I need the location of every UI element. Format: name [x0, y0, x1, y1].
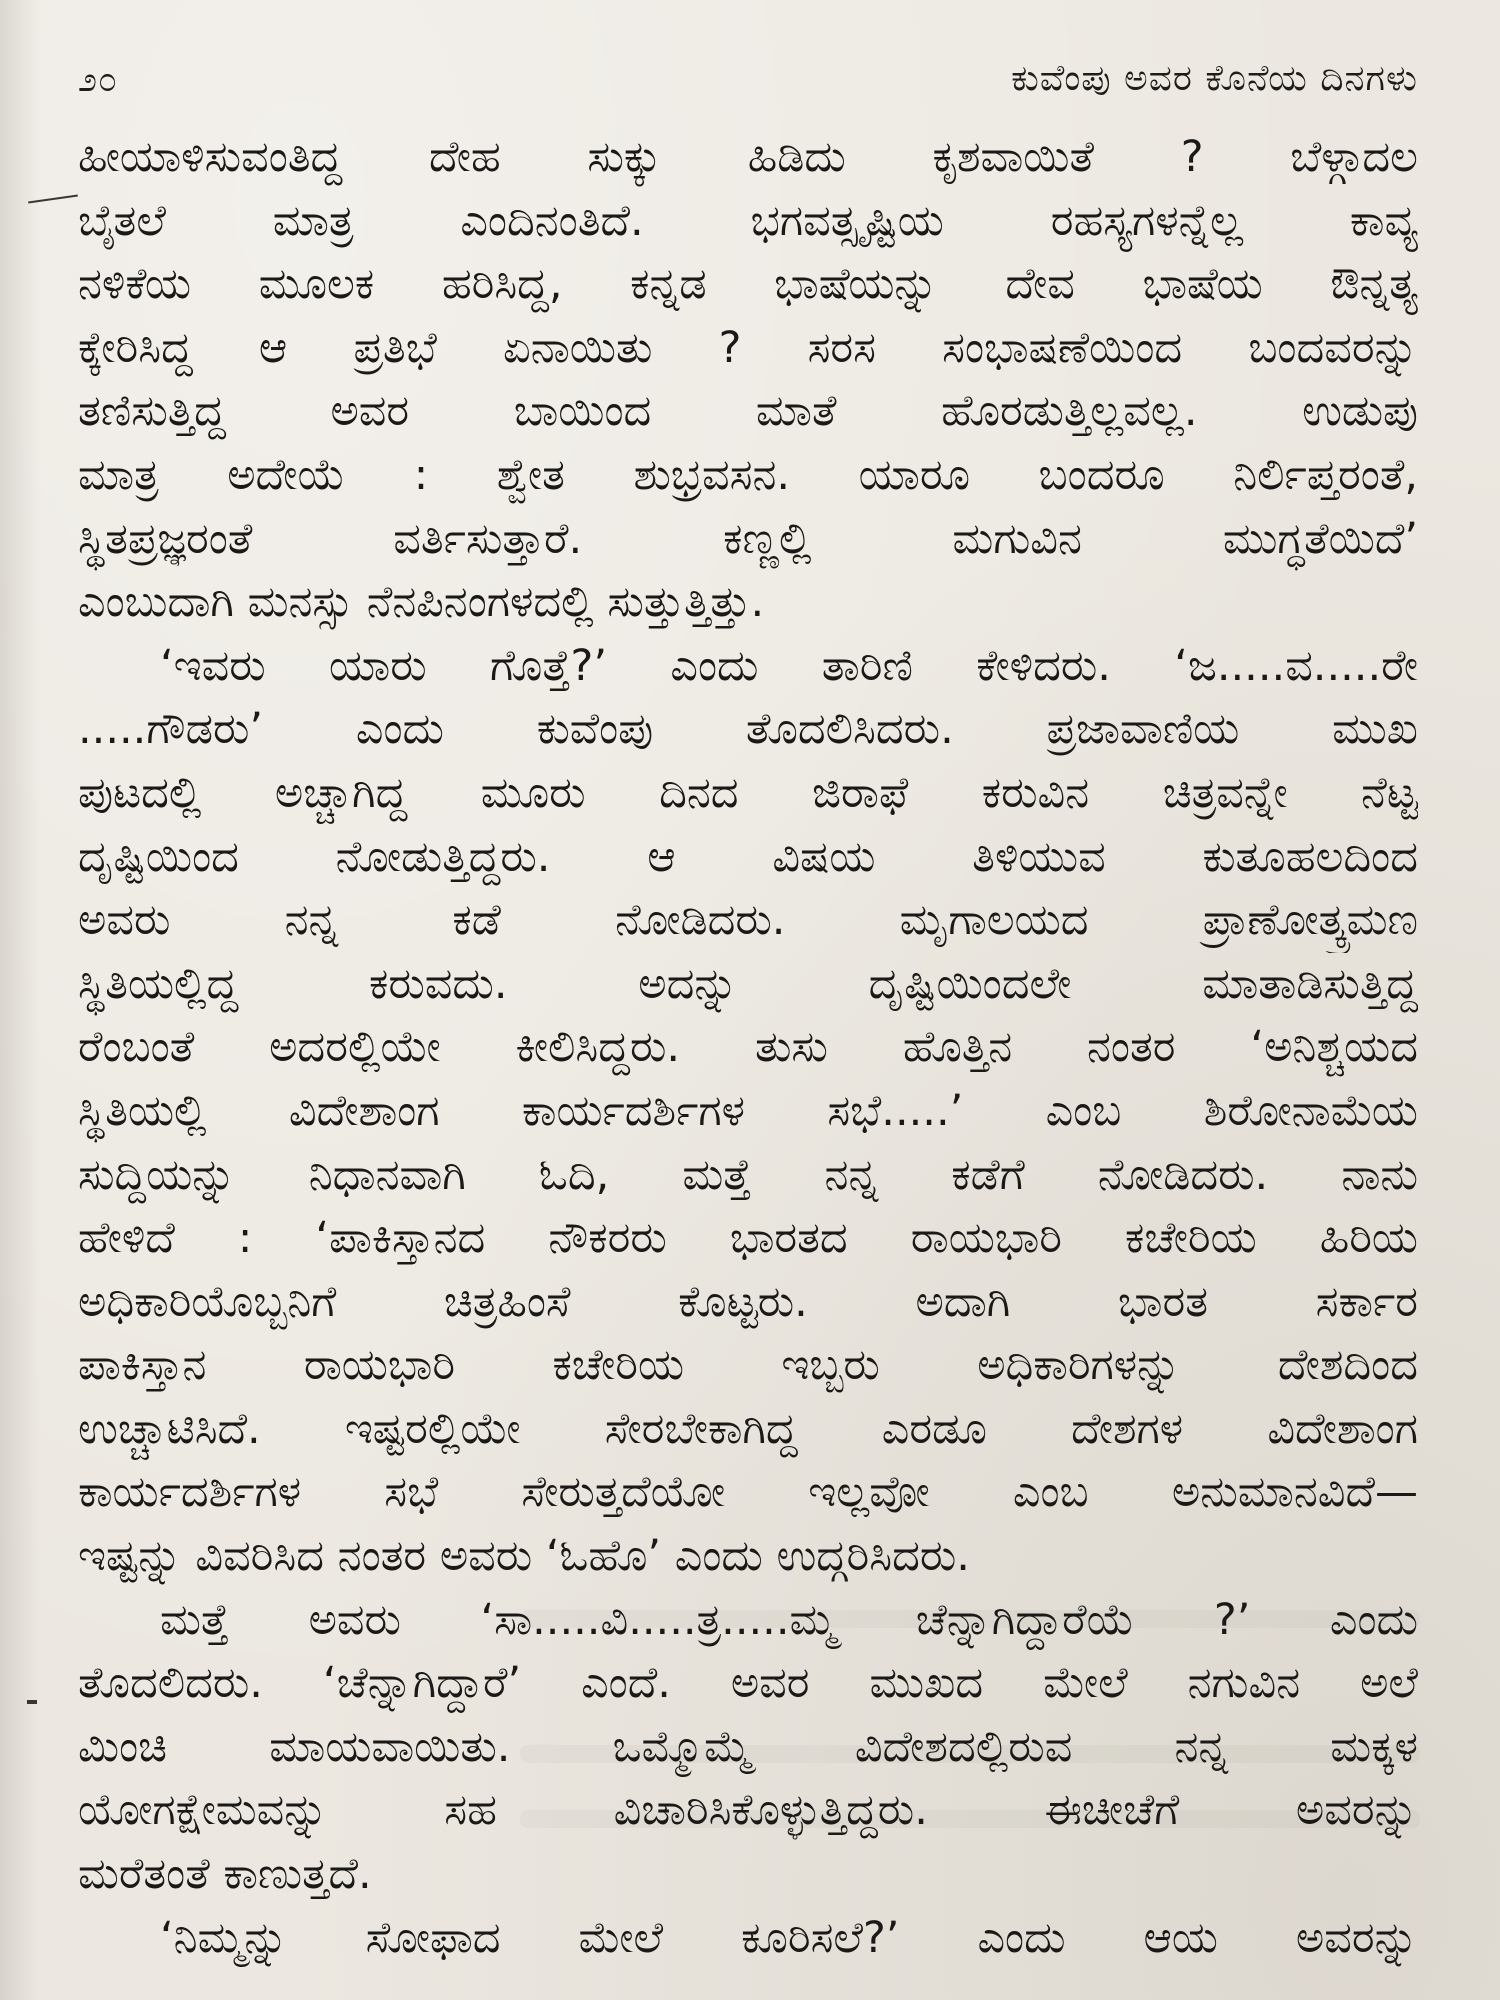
text-line: ತಣಿಸುತ್ತಿದ್ದ ಅವರ ಬಾಯಿಂದ ಮಾತೆ ಹೊರಡುತ್ತಿಲ್ಲವಲ್ಲ. ಉಡುಪು — [78, 386, 1418, 437]
paragraph-end-line: ಎಂಬುದಾಗಿ ಮನಸ್ಸು ನೆನಪಿನಂಗಳದಲ್ಲಿ ಸುತ್ತುತ್ತಿತ್ತು. — [78, 577, 765, 628]
text-line: ಅವರು ನನ್ನ ಕಡೆ ನೋಡಿದರು. ಮೃಗಾಲಯದ ಪ್ರಾಣೋತ್ಕ್ರಮಣ — [78, 895, 1418, 946]
text-line: ಕ್ಕೇರಿಸಿದ್ದ ಆ ಪ್ರತಿಭೆ ಏನಾಯಿತು ? ಸರಸ ಸಂಭಾಷಣೆಯಿಂದ ಬಂದವರನ್ನು — [78, 322, 1418, 373]
text-line: ಹೀಯಾಳಿಸುವಂತಿದ್ದ ದೇಹ ಸುಕ್ಕು ಹಿಡಿದು ಕೃಶವಾಯಿತೆ ? ಬೆಳ್ಗಾದಲ — [78, 132, 1418, 182]
margin-dot-mark — [27, 1700, 37, 1704]
running-title: ಕುವೆಂಪು ಅವರ ಕೊನೆಯ ದಿನಗಳು — [1011, 58, 1418, 99]
text-line: ಮಾತ್ರ ಅದೇಯೆ : ಶ್ವೇತ ಶುಭ್ರವಸನ. ಯಾರೂ ಬಂದರೂ ನಿರ್ಲಿಪ್ತರಂತೆ, — [78, 449, 1418, 500]
text-line: ಸ್ಥಿತಿಯಲ್ಲಿದ್ದ ಕರುವದು. ಅದನ್ನು ದೃಷ್ಟಿಯಿಂದಲೇ ಮಾತಾಡಿಸುತ್ತಿದ್ದ — [78, 958, 1418, 1009]
text-line: ಸ್ಥಿತಪ್ರಜ್ಞರಂತೆ ವರ್ತಿಸುತ್ತಾರೆ. ಕಣ್ಣಲ್ಲಿ ಮಗುವಿನ ಮುಗ್ಧತೆಯಿದೆ’ — [78, 513, 1418, 564]
paragraph-end-line: ಇಷ್ಟನ್ನು ವಿವರಿಸಿದ ನಂತರ ಅವರು ‘ಓಹೊ’ ಎಂದು ಉದ್ಗರಿಸಿದರು. — [78, 1531, 970, 1582]
text-line: ದೃಷ್ಟಿಯಿಂದ ನೋಡುತ್ತಿದ್ದರು. ಆ ವಿಷಯ ತಿಳಿಯುವ ಕುತೂಹಲದಿಂದ — [78, 831, 1418, 882]
text-line: ಸುದ್ದಿಯನ್ನು ನಿಧಾನವಾಗಿ ಓದಿ, ಮತ್ತೆ ನನ್ನ ಕಡೆಗೆ ನೋಡಿದರು. ನಾನು — [78, 1149, 1418, 1200]
text-line: ಕಾರ್ಯದರ್ಶಿಗಳ ಸಭೆ ಸೇರುತ್ತದೆಯೋ ಇಲ್ಲವೋ ಎಂಬ ಅನುಮಾನವಿದೆ— — [78, 1467, 1418, 1518]
text-line: ಉಚ್ಚಾಟಿಸಿದೆ. ಇಷ್ಟರಲ್ಲಿಯೇ ಸೇರಬೇಕಾಗಿದ್ದ ಎರಡೂ ದೇಶಗಳ ವಿದೇಶಾಂಗ — [78, 1403, 1418, 1454]
body-text — [78, 126, 1418, 1970]
text-line: ತೊದಲಿದರು. ‘ಚೆನ್ನಾಗಿದ್ದಾರೆ’ ಎಂದೆ. ಅವರ ಮುಖದ ಮೇಲೆ ನಗುವಿನ ಅಲೆ — [78, 1658, 1418, 1709]
page-number: ೨೦ — [78, 60, 119, 100]
text-line: ಪುಟದಲ್ಲಿ ಅಚ್ಚಾಗಿದ್ದ ಮೂರು ದಿನದ ಜಿರಾಫೆ ಕರುವಿನ ಚಿತ್ರವನ್ನೇ ನೆಟ್ಟ — [78, 767, 1418, 818]
text-line: ಮಿಂಚಿ ಮಾಯವಾಯಿತು. ಒಮ್ಮೊಮ್ಮೆ ವಿದೇಶದಲ್ಲಿರುವ ನನ್ನ ಮಕ್ಕಳ — [78, 1721, 1418, 1772]
text-line: ಅಧಿಕಾರಿಯೊಬ್ಬನಿಗೆ ಚಿತ್ರಹಿಂಸೆ ಕೊಟ್ಟರು. ಅದಾಗಿ ಭಾರತ ಸರ್ಕಾರ — [78, 1276, 1418, 1327]
text-line: ಪಾಕಿಸ್ತಾನ ರಾಯಭಾರಿ ಕಚೇರಿಯ ಇಬ್ಬರು ಅಧಿಕಾರಿಗಳನ್ನು ದೇಶದಿಂದ — [78, 1340, 1418, 1391]
paragraph-start-line: ‘ಇವರು ಯಾರು ಗೊತ್ತೆ?’ ಎಂದು ತಾರಿಣಿ ಕೇಳಿದರು. ‘ಜ.....ವ.....ರೇ — [160, 640, 1418, 691]
text-line: ಬೈತಲೆ ಮಾತ್ರ ಎಂದಿನಂತಿದೆ. ಭಗವತ್ಸೃಷ್ಟಿಯ ರಹಸ್ಯಗಳನ್ನೆಲ್ಲ ಕಾವ್ಯ — [78, 195, 1418, 246]
margin-pen-mark — [28, 195, 78, 204]
text-line: ರೆಂಬಂತೆ ಅದರಲ್ಲಿಯೇ ಕೀಲಿಸಿದ್ದರು. ತುಸು ಹೊತ್ತಿನ ನಂತರ ‘ಅನಿಶ್ಚಯದ — [78, 1022, 1418, 1073]
paragraph-start-line: ಮತ್ತೆ ಅವರು ‘ಸಾ.....ವಿ.....ತ್ರ.....ಮ್ಮ ಚೆನ್ನಾಗಿದ್ದಾರೆಯೆ ?’ ಎಂದು — [160, 1594, 1418, 1645]
text-line: ಹೇಳಿದೆ : ‘ಪಾಕಿಸ್ತಾನದ ನೌಕರರು ಭಾರತದ ರಾಯಭಾರಿ ಕಚೇರಿಯ ಹಿರಿಯ — [78, 1213, 1418, 1264]
text-line: .....ಗೌಡರು’ ಎಂದು ಕುವೆಂಪು ತೊದಲಿಸಿದರು. ಪ್ರಜಾವಾಣಿಯ ಮುಖ — [78, 704, 1418, 755]
text-line: ಯೋಗಕ್ಷೇಮವನ್ನು ಸಹ ವಿಚಾರಿಸಿಕೊಳ್ಳುತ್ತಿದ್ದರು. ಈಚೀಚೆಗೆ ಅವರನ್ನು — [78, 1785, 1418, 1836]
text-line: ನಳಿಕೆಯ ಮೂಲಕ ಹರಿಸಿದ್ದ, ಕನ್ನಡ ಭಾಷೆಯನ್ನು ದೇವ ಭಾಷೆಯ ಔನ್ನತ್ಯ — [78, 259, 1418, 310]
paragraph-start-line: ‘ನಿಮ್ಮನ್ನು ಸೋಫಾದ ಮೇಲೆ ಕೂರಿಸಲೆ?’ ಎಂದು ಆಯ ಅವರನ್ನು — [160, 1912, 1418, 1963]
page-header — [78, 52, 1418, 112]
text-line: ಸ್ಥಿತಿಯಲ್ಲಿ ವಿದೇಶಾಂಗ ಕಾರ್ಯದರ್ಶಿಗಳ ಸಭೆ.....’ ಎಂಬ ಶಿರೋನಾಮೆಯ — [78, 1085, 1418, 1136]
paragraph-end-line: ಮರೆತಂತೆ ಕಾಣುತ್ತದೆ. — [78, 1849, 372, 1900]
